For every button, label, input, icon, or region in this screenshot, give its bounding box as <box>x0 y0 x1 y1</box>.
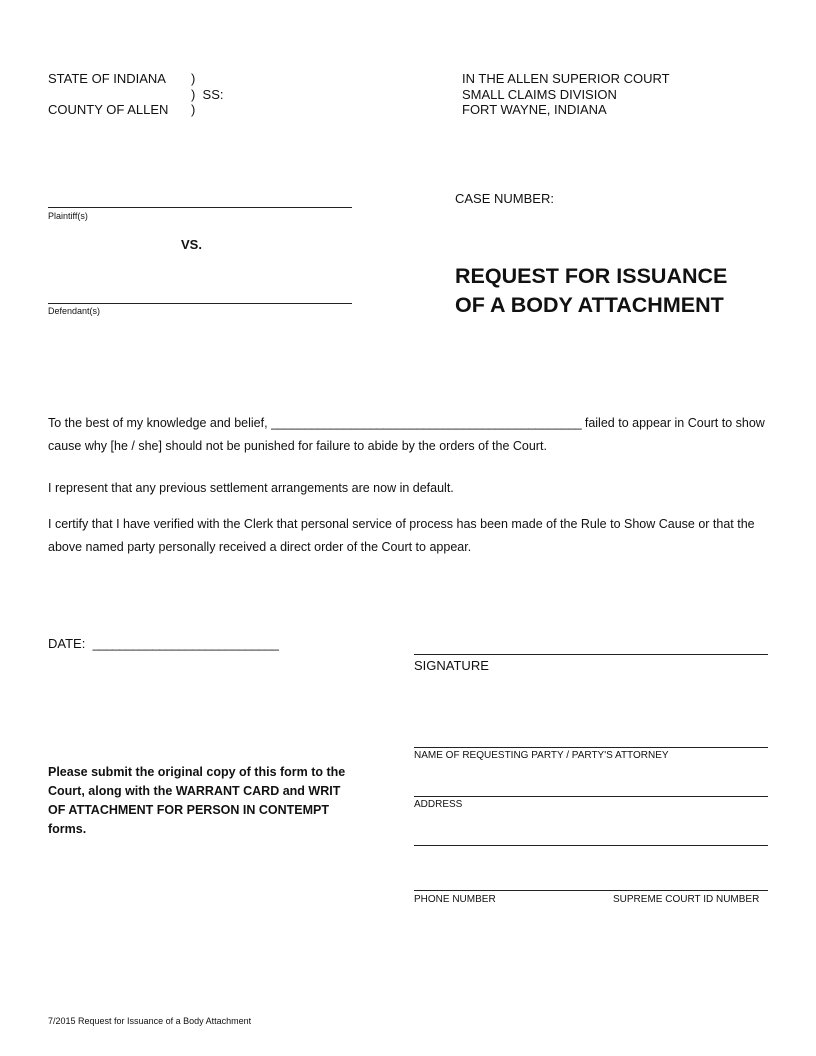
name-label: NAME OF REQUESTING PARTY / PARTY'S ATTORNEY <box>414 750 669 761</box>
signature-line[interactable] <box>414 654 768 655</box>
defendant-line <box>48 303 352 304</box>
defendant-label: Defendant(s) <box>48 306 101 316</box>
county-label: COUNTY OF ALLEN <box>48 102 169 117</box>
caption-paren-1: ) <box>191 71 196 86</box>
address-line-1[interactable] <box>414 796 768 797</box>
form-title-line-2: OF A BODY ATTACHMENT <box>455 293 724 317</box>
address-line-2[interactable] <box>414 845 768 846</box>
paragraph-certification: I certify that I have verified with the Clerk that personal service of process has been made of the Rule to Show Cause or that the above named party personally received a direct order of the Court to appear. <box>48 517 755 554</box>
date-field[interactable]: ____________________________ <box>92 636 279 651</box>
absent-party-blank[interactable]: _______________________________________________ <box>271 416 582 430</box>
date-label: DATE: <box>48 636 86 651</box>
phone-id-line[interactable] <box>414 890 768 891</box>
plaintiff-line <box>48 207 352 208</box>
plaintiff-field[interactable] <box>48 190 352 206</box>
form-title-line-1: REQUEST FOR ISSUANCE <box>455 264 728 288</box>
versus-label: VS. <box>181 237 202 252</box>
paragraph-default: I represent that any previous settlement arrangements are now in default. <box>48 481 454 495</box>
court-location: FORT WAYNE, INDIANA <box>462 102 607 117</box>
court-id-label: SUPREME COURT ID NUMBER <box>613 894 760 905</box>
footer-form-id: 7/2015 Request for Issuance of a Body Attachment <box>48 1016 252 1026</box>
caption-paren-ss: ) SS: <box>191 87 224 102</box>
paragraph-failure-to-appear <box>48 412 778 458</box>
plaintiff-label: Plaintiff(s) <box>48 211 88 221</box>
date-row <box>48 636 278 652</box>
p1-before: To the best of my knowledge and belief, <box>48 416 268 430</box>
phone-label: PHONE NUMBER <box>414 894 496 905</box>
case-number-field[interactable] <box>560 191 760 207</box>
submission-instructions: Please submit the original copy of this form to the Court, along with the WARRANT CARD and WRIT OF ATTACHMENT FOR PERSON IN CONTEMPT forms. <box>48 765 346 836</box>
case-number-label: CASE NUMBER: <box>455 191 554 206</box>
defendant-field[interactable] <box>48 286 352 302</box>
caption-paren-3: ) <box>191 102 196 117</box>
state-label: STATE OF INDIANA <box>48 71 166 86</box>
court-name: IN THE ALLEN SUPERIOR COURT <box>462 71 670 86</box>
name-line[interactable] <box>414 747 768 748</box>
signature-label: SIGNATURE <box>414 658 489 673</box>
court-division: SMALL CLAIMS DIVISION <box>462 87 617 102</box>
p1-after: failed to appear in Court to show cause why [he / she] should not be punished for failure to abide by the orders of the Court. <box>48 416 765 453</box>
address-label: ADDRESS <box>414 799 463 810</box>
